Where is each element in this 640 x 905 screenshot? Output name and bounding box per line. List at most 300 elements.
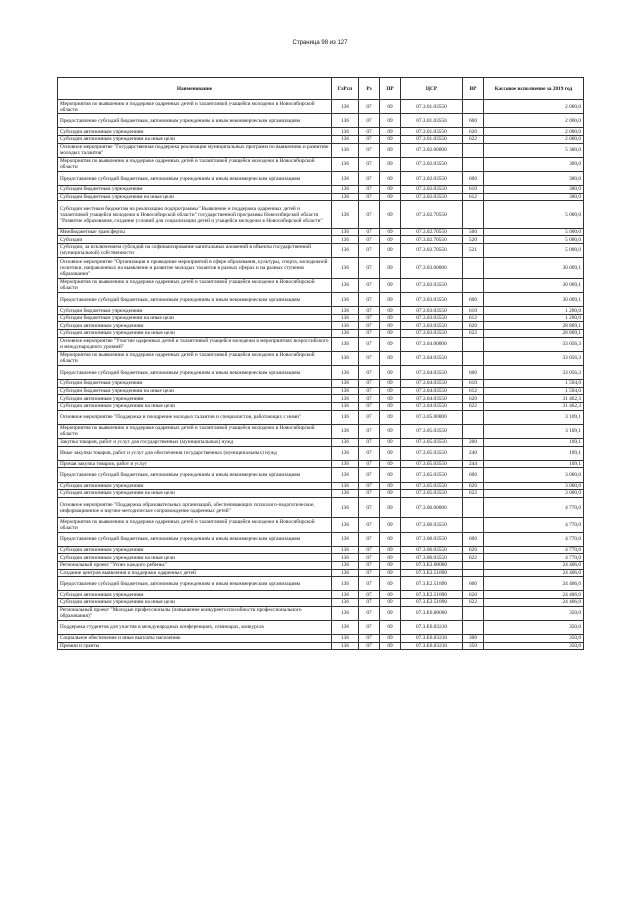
row-vr-cell bbox=[463, 620, 484, 634]
row-vr-cell bbox=[463, 606, 484, 620]
row-glrsp-cell: 136 bbox=[332, 387, 359, 395]
row-glrsp-cell: 136 bbox=[332, 562, 359, 570]
row-name-cell: Предоставление субсидий бюджетным, автономным учреждениям и иным некоммерческим организациям bbox=[58, 532, 332, 546]
row-pr-cell: 09 bbox=[380, 562, 401, 570]
row-vr-cell: 622 bbox=[463, 490, 484, 498]
row-csr-cell: 07.3.01.03550 bbox=[401, 114, 463, 128]
row-glrsp-cell: 136 bbox=[332, 366, 359, 380]
table-row bbox=[58, 380, 584, 388]
row-sum-cell: 5 000,0 bbox=[484, 236, 584, 244]
table-row bbox=[58, 562, 584, 570]
row-glrsp-cell: 136 bbox=[332, 337, 359, 351]
row-vr-cell: 600 bbox=[463, 293, 484, 307]
table-row bbox=[58, 114, 584, 128]
row-rz-cell: 07 bbox=[359, 424, 380, 438]
row-pr-cell: 09 bbox=[380, 387, 401, 395]
column-header-pr: ПР bbox=[380, 78, 401, 100]
row-rz-cell: 07 bbox=[359, 366, 380, 380]
table-row bbox=[58, 258, 584, 279]
row-vr-cell: 600 bbox=[463, 171, 484, 185]
row-rz-cell: 07 bbox=[359, 446, 380, 460]
row-vr-cell: 612 bbox=[463, 387, 484, 395]
row-glrsp-cell: 136 bbox=[332, 402, 359, 410]
row-name-cell: Закупка товаров, работ и услуг для государственных (муниципальных) нужд bbox=[58, 438, 332, 446]
row-rz-cell: 07 bbox=[359, 577, 380, 591]
row-rz-cell: 07 bbox=[359, 395, 380, 403]
row-rz-cell: 07 bbox=[359, 278, 380, 292]
row-glrsp-cell: 136 bbox=[332, 554, 359, 562]
row-name-cell: Предоставление субсидий бюджетным, автономным учреждениям и иным некоммерческим организациям bbox=[58, 468, 332, 482]
table-row bbox=[58, 330, 584, 338]
page-header: Страница 98 из 127 bbox=[292, 40, 348, 46]
row-name-cell: Прочая закупка товаров, работ и услуг bbox=[58, 460, 332, 468]
row-csr-cell: 07.3.06.03550 bbox=[401, 554, 463, 562]
row-csr-cell: 07.3.05.03550 bbox=[401, 438, 463, 446]
row-glrsp-cell: 136 bbox=[332, 171, 359, 185]
row-name-cell: Субсидии автономным учреждениям bbox=[58, 395, 332, 403]
row-rz-cell: 07 bbox=[359, 497, 380, 518]
row-sum-cell: 33 056,3 bbox=[484, 351, 584, 365]
row-glrsp-cell: 136 bbox=[332, 482, 359, 490]
row-name-cell: Социальное обеспечение и иные выплаты населению bbox=[58, 634, 332, 642]
row-rz-cell: 07 bbox=[359, 135, 380, 143]
row-rz-cell: 07 bbox=[359, 157, 380, 171]
row-glrsp-cell: 136 bbox=[332, 143, 359, 157]
table-row bbox=[58, 620, 584, 634]
row-csr-cell: 07.3.05.03550 bbox=[401, 468, 463, 482]
row-pr-cell: 09 bbox=[380, 243, 401, 257]
row-sum-cell: 2 000,0 bbox=[484, 128, 584, 136]
row-vr-cell bbox=[463, 569, 484, 577]
row-name-cell: Предоставление субсидий бюджетным, автономным учреждениям и иным некоммерческим организациям bbox=[58, 577, 332, 591]
row-csr-cell: 07.3.E2.00000 bbox=[401, 562, 463, 570]
column-header-vr: ВР bbox=[463, 78, 484, 100]
row-pr-cell: 09 bbox=[380, 606, 401, 620]
row-name-cell: Субсидии автономным учреждениям bbox=[58, 128, 332, 136]
row-sum-cell: 4 770,0 bbox=[484, 546, 584, 554]
row-name-cell: Субсидии автономным учреждениям bbox=[58, 546, 332, 554]
row-sum-cell: 31 462,3 bbox=[484, 395, 584, 403]
table-header-row bbox=[58, 78, 584, 100]
row-pr-cell: 09 bbox=[380, 258, 401, 279]
row-rz-cell: 07 bbox=[359, 482, 380, 490]
row-pr-cell: 09 bbox=[380, 293, 401, 307]
row-vr-cell bbox=[463, 143, 484, 157]
row-glrsp-cell: 136 bbox=[332, 322, 359, 330]
table-row bbox=[58, 634, 584, 642]
row-sum-cell: 30 009,1 bbox=[484, 293, 584, 307]
row-rz-cell: 07 bbox=[359, 599, 380, 607]
row-vr-cell: 610 bbox=[463, 186, 484, 194]
row-pr-cell: 09 bbox=[380, 236, 401, 244]
row-glrsp-cell: 136 bbox=[332, 228, 359, 236]
row-glrsp-cell: 136 bbox=[332, 599, 359, 607]
row-vr-cell: 350 bbox=[463, 642, 484, 650]
row-name-cell: Субсидии автономным учреждениям на иные цели bbox=[58, 330, 332, 338]
row-csr-cell: 07.3.05.03550 bbox=[401, 446, 463, 460]
row-rz-cell: 07 bbox=[359, 258, 380, 279]
row-csr-cell: 07.3.02.70550 bbox=[401, 243, 463, 257]
row-csr-cell: 07.3.05.03550 bbox=[401, 424, 463, 438]
row-sum-cell: 1 200,0 bbox=[484, 307, 584, 315]
table-row bbox=[58, 468, 584, 482]
row-csr-cell: 07.3.04.03550 bbox=[401, 387, 463, 395]
row-vr-cell bbox=[463, 410, 484, 424]
row-pr-cell: 09 bbox=[380, 228, 401, 236]
row-sum-cell: 109,1 bbox=[484, 446, 584, 460]
row-pr-cell: 09 bbox=[380, 599, 401, 607]
table-row bbox=[58, 135, 584, 143]
row-vr-cell: 520 bbox=[463, 236, 484, 244]
row-rz-cell: 07 bbox=[359, 554, 380, 562]
row-csr-cell: 07.3.06.00000 bbox=[401, 497, 463, 518]
row-name-cell: Мероприятия по выявлению и поддержке одаренных детей и талантливой учащейся молодежи в Новосибирской области bbox=[58, 351, 332, 365]
row-rz-cell: 07 bbox=[359, 201, 380, 228]
row-sum-cell: 4 770,0 bbox=[484, 532, 584, 546]
row-rz-cell: 07 bbox=[359, 460, 380, 468]
row-sum-cell: 1 594,0 bbox=[484, 380, 584, 388]
row-csr-cell: 07.3.04.03550 bbox=[401, 380, 463, 388]
row-csr-cell: 07.3.E6.03210 bbox=[401, 642, 463, 650]
row-sum-cell: 5 300,0 bbox=[484, 143, 584, 157]
table-row bbox=[58, 278, 584, 292]
row-glrsp-cell: 136 bbox=[332, 497, 359, 518]
row-csr-cell: 07.3.E6.03210 bbox=[401, 634, 463, 642]
row-name-cell: Основное мероприятие "Государственная поддержка реализации муниципальных программ по выявлению и развитию молодых талантов" bbox=[58, 143, 332, 157]
table-row bbox=[58, 554, 584, 562]
row-rz-cell: 07 bbox=[359, 606, 380, 620]
row-vr-cell: 620 bbox=[463, 591, 484, 599]
row-sum-cell: 4 770,0 bbox=[484, 497, 584, 518]
row-glrsp-cell: 136 bbox=[332, 642, 359, 650]
row-vr-cell: 200 bbox=[463, 438, 484, 446]
row-name-cell: Предоставление субсидий бюджетным, автономным учреждениям и иным некоммерческим организациям bbox=[58, 114, 332, 128]
row-pr-cell: 09 bbox=[380, 424, 401, 438]
row-name-cell: Мероприятия по выявлению и поддержке одаренных детей и талантливой учащейся молодежи в Новосибирской области bbox=[58, 157, 332, 171]
row-rz-cell: 07 bbox=[359, 532, 380, 546]
row-csr-cell: 07.3.02.03550 bbox=[401, 157, 463, 171]
row-rz-cell: 07 bbox=[359, 562, 380, 570]
row-pr-cell: 09 bbox=[380, 642, 401, 650]
row-sum-cell: 2 000,0 bbox=[484, 100, 584, 114]
row-vr-cell: 600 bbox=[463, 577, 484, 591]
row-csr-cell: 07.3.02.03550 bbox=[401, 171, 463, 185]
row-pr-cell: 09 bbox=[380, 366, 401, 380]
table-row bbox=[58, 591, 584, 599]
row-pr-cell: 09 bbox=[380, 337, 401, 351]
row-sum-cell: 5 000,0 bbox=[484, 243, 584, 257]
row-pr-cell: 09 bbox=[380, 569, 401, 577]
row-sum-cell: 350,0 bbox=[484, 642, 584, 650]
row-name-cell: Субсидии автономным учреждениям bbox=[58, 591, 332, 599]
row-glrsp-cell: 136 bbox=[332, 236, 359, 244]
row-rz-cell: 07 bbox=[359, 228, 380, 236]
row-glrsp-cell: 136 bbox=[332, 193, 359, 201]
row-vr-cell: 612 bbox=[463, 193, 484, 201]
row-pr-cell: 09 bbox=[380, 490, 401, 498]
row-pr-cell: 09 bbox=[380, 497, 401, 518]
row-glrsp-cell: 136 bbox=[332, 157, 359, 171]
row-csr-cell: 07.3.03.03550 bbox=[401, 307, 463, 315]
table-row bbox=[58, 402, 584, 410]
row-name-cell: Основное мероприятие "Поддержка образовательных организаций, обеспечивающих психолого-педагогическое, информационное и научно-методическое сопровождение одаренных детей" bbox=[58, 497, 332, 518]
row-rz-cell: 07 bbox=[359, 236, 380, 244]
row-glrsp-cell: 136 bbox=[332, 532, 359, 546]
row-rz-cell: 07 bbox=[359, 620, 380, 634]
row-rz-cell: 07 bbox=[359, 100, 380, 114]
row-name-cell: Субсидии bbox=[58, 236, 332, 244]
row-sum-cell: 109,1 bbox=[484, 460, 584, 468]
row-glrsp-cell: 136 bbox=[332, 258, 359, 279]
row-pr-cell: 09 bbox=[380, 128, 401, 136]
row-rz-cell: 07 bbox=[359, 642, 380, 650]
row-vr-cell: 244 bbox=[463, 460, 484, 468]
row-rz-cell: 07 bbox=[359, 114, 380, 128]
row-name-cell: Субсидии бюджетным учреждениям на иные цели bbox=[58, 314, 332, 322]
row-glrsp-cell: 136 bbox=[332, 395, 359, 403]
table-row bbox=[58, 193, 584, 201]
table-row bbox=[58, 171, 584, 185]
table-row bbox=[58, 518, 584, 532]
table-row bbox=[58, 438, 584, 446]
row-csr-cell: 07.3.02.03550 bbox=[401, 193, 463, 201]
row-name-cell: Региональный проект "Молодые профессионалы (повышение конкурентоспособности профессионального образования)" bbox=[58, 606, 332, 620]
row-sum-cell: 3 000,0 bbox=[484, 482, 584, 490]
row-csr-cell: 07.3.04.03550 bbox=[401, 351, 463, 365]
row-glrsp-cell: 136 bbox=[332, 606, 359, 620]
row-rz-cell: 07 bbox=[359, 322, 380, 330]
row-name-cell: Субсидии местным бюджетам на реализацию подпрограммы "Выявление и поддержка одаренных детей и талантливой учащейся молодежи в Новосибирской области" государственной программы Новосибирской области "Развитие образования, создание условий для социализации детей и учащейся молодежи в Новосибирской области" bbox=[58, 201, 332, 228]
table-row bbox=[58, 490, 584, 498]
row-pr-cell: 09 bbox=[380, 395, 401, 403]
row-pr-cell: 09 bbox=[380, 171, 401, 185]
row-pr-cell: 09 bbox=[380, 201, 401, 228]
row-pr-cell: 09 bbox=[380, 518, 401, 532]
row-csr-cell: 07.3.02.70550 bbox=[401, 228, 463, 236]
row-csr-cell: 07.3.04.03550 bbox=[401, 402, 463, 410]
row-rz-cell: 07 bbox=[359, 380, 380, 388]
row-sum-cell: 109,1 bbox=[484, 438, 584, 446]
row-sum-cell: 24 406,0 bbox=[484, 569, 584, 577]
row-vr-cell: 622 bbox=[463, 135, 484, 143]
table-row bbox=[58, 424, 584, 438]
table-row bbox=[58, 497, 584, 518]
table-row bbox=[58, 236, 584, 244]
row-sum-cell: 31 462,3 bbox=[484, 402, 584, 410]
row-csr-cell: 07.3.04.00000 bbox=[401, 337, 463, 351]
row-csr-cell: 07.3.02.03550 bbox=[401, 186, 463, 194]
row-glrsp-cell: 136 bbox=[332, 468, 359, 482]
row-vr-cell bbox=[463, 258, 484, 279]
row-name-cell: Создание центров выявления и поддержки одаренных детей bbox=[58, 569, 332, 577]
row-csr-cell: 07.3.05.03550 bbox=[401, 490, 463, 498]
row-glrsp-cell: 136 bbox=[332, 438, 359, 446]
row-vr-cell: 521 bbox=[463, 243, 484, 257]
row-name-cell: Мероприятия по выявлению и поддержке одаренных детей и талантливой учащейся молодежи в Новосибирской области bbox=[58, 518, 332, 532]
row-rz-cell: 07 bbox=[359, 402, 380, 410]
row-glrsp-cell: 136 bbox=[332, 577, 359, 591]
row-vr-cell bbox=[463, 157, 484, 171]
row-pr-cell: 09 bbox=[380, 100, 401, 114]
row-sum-cell: 350,0 bbox=[484, 606, 584, 620]
row-sum-cell: 33 056,3 bbox=[484, 366, 584, 380]
row-glrsp-cell: 136 bbox=[332, 634, 359, 642]
table-row bbox=[58, 307, 584, 315]
row-pr-cell: 09 bbox=[380, 157, 401, 171]
row-pr-cell: 09 bbox=[380, 546, 401, 554]
table-row bbox=[58, 157, 584, 171]
row-pr-cell: 09 bbox=[380, 446, 401, 460]
row-vr-cell bbox=[463, 278, 484, 292]
row-pr-cell: 09 bbox=[380, 634, 401, 642]
row-sum-cell: 300,0 bbox=[484, 171, 584, 185]
row-csr-cell: 07.3.03.03550 bbox=[401, 293, 463, 307]
table-row bbox=[58, 351, 584, 365]
row-sum-cell: 5 000,0 bbox=[484, 201, 584, 228]
row-glrsp-cell: 136 bbox=[332, 620, 359, 634]
row-rz-cell: 07 bbox=[359, 330, 380, 338]
row-vr-cell: 622 bbox=[463, 330, 484, 338]
row-glrsp-cell: 136 bbox=[332, 114, 359, 128]
row-pr-cell: 09 bbox=[380, 620, 401, 634]
row-name-cell: Субсидии автономным учреждениям на иные цели bbox=[58, 402, 332, 410]
row-name-cell: Предоставление субсидий бюджетным, автономным учреждениям и иным некоммерческим организациям bbox=[58, 293, 332, 307]
row-rz-cell: 07 bbox=[359, 314, 380, 322]
row-vr-cell: 610 bbox=[463, 380, 484, 388]
row-name-cell: Предоставление субсидий бюджетным, автономным учреждениям и иным некоммерческим организациям bbox=[58, 171, 332, 185]
row-sum-cell: 24 406,0 bbox=[484, 599, 584, 607]
row-glrsp-cell: 136 bbox=[332, 460, 359, 468]
row-name-cell: Субсидии автономным учреждениям на иные цели bbox=[58, 599, 332, 607]
row-rz-cell: 07 bbox=[359, 387, 380, 395]
row-name-cell: Субсидии бюджетным учреждениям на иные цели bbox=[58, 387, 332, 395]
row-sum-cell: 3 109,1 bbox=[484, 424, 584, 438]
row-glrsp-cell: 136 bbox=[332, 518, 359, 532]
row-rz-cell: 07 bbox=[359, 569, 380, 577]
row-sum-cell: 3 000,0 bbox=[484, 468, 584, 482]
row-vr-cell: 610 bbox=[463, 307, 484, 315]
row-rz-cell: 07 bbox=[359, 591, 380, 599]
row-vr-cell: 622 bbox=[463, 554, 484, 562]
row-sum-cell: 24 406,0 bbox=[484, 577, 584, 591]
row-glrsp-cell: 136 bbox=[332, 410, 359, 424]
row-pr-cell: 09 bbox=[380, 307, 401, 315]
table-row bbox=[58, 314, 584, 322]
column-header-execution: Кассовое исполнение за 2019 год bbox=[484, 78, 584, 100]
row-sum-cell: 1 594,0 bbox=[484, 387, 584, 395]
row-csr-cell: 07.3.01.03550 bbox=[401, 100, 463, 114]
row-sum-cell: 3 000,0 bbox=[484, 490, 584, 498]
row-sum-cell: 350,0 bbox=[484, 620, 584, 634]
row-sum-cell: 30 009,1 bbox=[484, 258, 584, 279]
row-sum-cell: 24 406,0 bbox=[484, 562, 584, 570]
row-name-cell: Мероприятия по выявлению и поддержке одаренных детей и талантливой учащейся молодежи в Новосибирской области bbox=[58, 424, 332, 438]
row-rz-cell: 07 bbox=[359, 128, 380, 136]
row-rz-cell: 07 bbox=[359, 243, 380, 257]
row-rz-cell: 07 bbox=[359, 351, 380, 365]
row-csr-cell: 07.3.03.03550 bbox=[401, 278, 463, 292]
row-rz-cell: 07 bbox=[359, 546, 380, 554]
row-vr-cell: 620 bbox=[463, 322, 484, 330]
row-name-cell: Региональный проект "Успех каждого ребенка" bbox=[58, 562, 332, 570]
row-vr-cell: 622 bbox=[463, 402, 484, 410]
row-vr-cell bbox=[463, 518, 484, 532]
row-sum-cell: 28 809,1 bbox=[484, 322, 584, 330]
row-sum-cell: 350,0 bbox=[484, 634, 584, 642]
table-row bbox=[58, 128, 584, 136]
row-pr-cell: 09 bbox=[380, 410, 401, 424]
row-glrsp-cell: 136 bbox=[332, 128, 359, 136]
table-row bbox=[58, 228, 584, 236]
row-csr-cell: 07.3.03.03550 bbox=[401, 322, 463, 330]
row-pr-cell: 09 bbox=[380, 193, 401, 201]
row-vr-cell: 500 bbox=[463, 228, 484, 236]
row-name-cell: Субсидии автономным учреждениям на иные цели bbox=[58, 135, 332, 143]
row-sum-cell: 28 809,1 bbox=[484, 330, 584, 338]
row-pr-cell: 09 bbox=[380, 577, 401, 591]
row-name-cell: Предоставление субсидий бюджетным, автономным учреждениям и иным некоммерческим организациям bbox=[58, 366, 332, 380]
table-row bbox=[58, 599, 584, 607]
row-rz-cell: 07 bbox=[359, 293, 380, 307]
row-csr-cell: 07.3.04.03550 bbox=[401, 366, 463, 380]
table-row bbox=[58, 410, 584, 424]
row-vr-cell bbox=[463, 497, 484, 518]
row-csr-cell: 07.3.02.70550 bbox=[401, 236, 463, 244]
row-pr-cell: 09 bbox=[380, 438, 401, 446]
table-row bbox=[58, 293, 584, 307]
table-row bbox=[58, 606, 584, 620]
row-name-cell: Основное мероприятие "Поддержка и поощрение молодых талантов и специалистов, работающих с ними" bbox=[58, 410, 332, 424]
row-name-cell: Мероприятия по выявлению и поддержке одаренных детей и талантливой учащейся молодежи в Новосибирской области bbox=[58, 100, 332, 114]
row-glrsp-cell: 136 bbox=[332, 293, 359, 307]
table-row bbox=[58, 143, 584, 157]
table-row bbox=[58, 337, 584, 351]
row-pr-cell: 09 bbox=[380, 314, 401, 322]
row-csr-cell: 07.3.03.03550 bbox=[401, 330, 463, 338]
row-vr-cell: 620 bbox=[463, 546, 484, 554]
row-pr-cell: 09 bbox=[380, 402, 401, 410]
row-name-cell: Субсидии автономным учреждениям на иные цели bbox=[58, 490, 332, 498]
row-csr-cell: 07.3.02.70550 bbox=[401, 201, 463, 228]
row-pr-cell: 09 bbox=[380, 468, 401, 482]
row-name-cell: Субсидии бюджетным учреждениям bbox=[58, 307, 332, 315]
row-vr-cell: 622 bbox=[463, 599, 484, 607]
table-row bbox=[58, 569, 584, 577]
row-rz-cell: 07 bbox=[359, 307, 380, 315]
row-csr-cell: 07.3.06.03550 bbox=[401, 518, 463, 532]
row-vr-cell: 600 bbox=[463, 532, 484, 546]
row-rz-cell: 07 bbox=[359, 410, 380, 424]
row-vr-cell: 620 bbox=[463, 482, 484, 490]
row-pr-cell: 09 bbox=[380, 135, 401, 143]
row-rz-cell: 07 bbox=[359, 186, 380, 194]
row-glrsp-cell: 136 bbox=[332, 201, 359, 228]
row-vr-cell: 600 bbox=[463, 468, 484, 482]
table-row bbox=[58, 243, 584, 257]
row-csr-cell: 07.3.05.00000 bbox=[401, 410, 463, 424]
row-glrsp-cell: 136 bbox=[332, 100, 359, 114]
row-name-cell: Межбюджетные трансферты bbox=[58, 228, 332, 236]
row-glrsp-cell: 136 bbox=[332, 314, 359, 322]
row-pr-cell: 09 bbox=[380, 351, 401, 365]
row-pr-cell: 09 bbox=[380, 380, 401, 388]
table-row bbox=[58, 201, 584, 228]
row-vr-cell: 300 bbox=[463, 634, 484, 642]
row-csr-cell: 07.3.E2.51890 bbox=[401, 569, 463, 577]
table-row bbox=[58, 446, 584, 460]
table-row bbox=[58, 186, 584, 194]
row-glrsp-cell: 136 bbox=[332, 243, 359, 257]
